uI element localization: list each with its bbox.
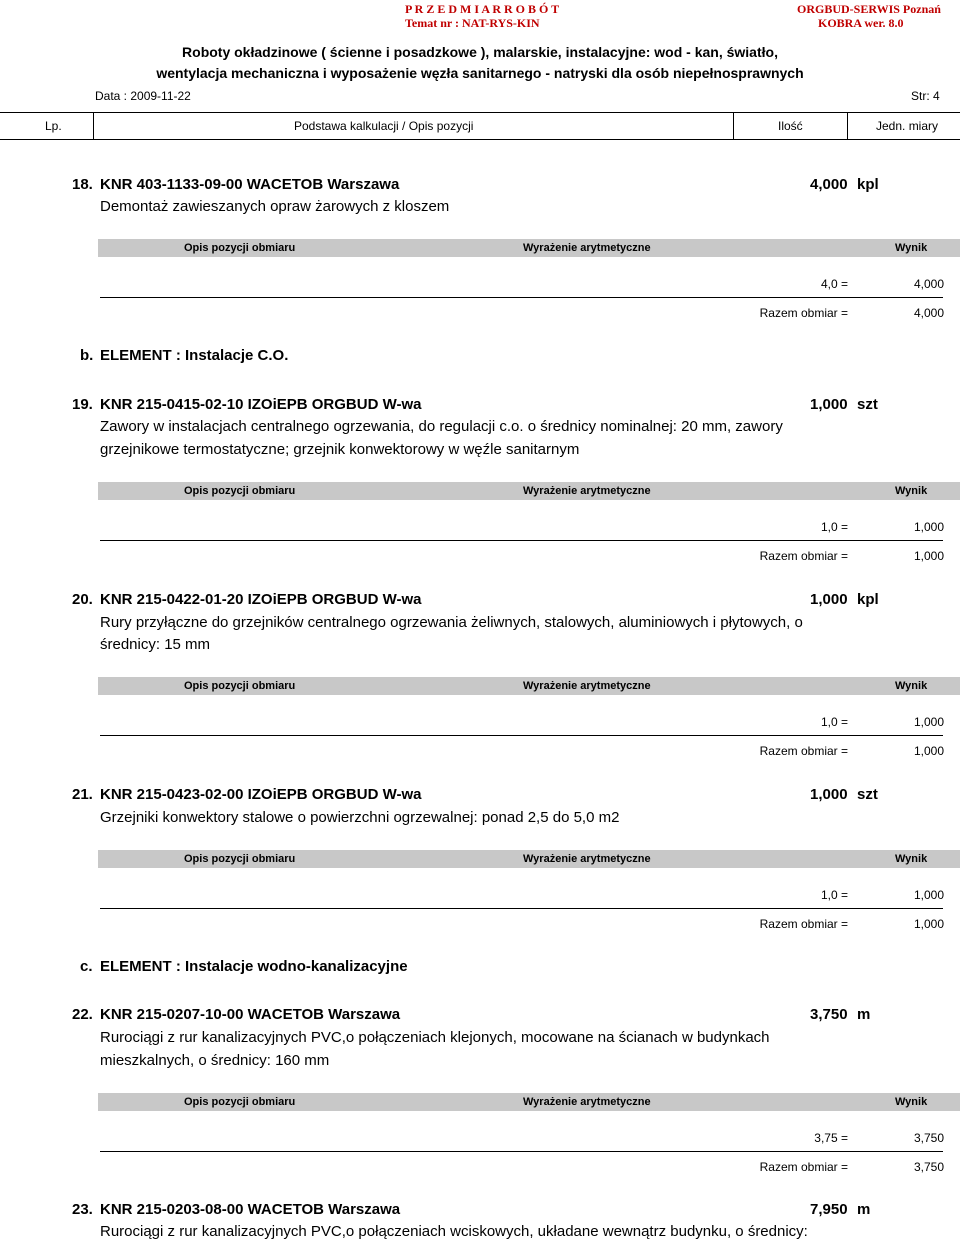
- measure-header: [98, 239, 960, 257]
- measure-result: 1,000: [913, 888, 944, 902]
- measure-desc-label: Opis pozycji obmiaru: [184, 680, 296, 692]
- position-lp: 19.: [72, 396, 93, 413]
- position-basis: KNR 215-0415-02-10 IZOiEPB ORGBUD W-wa: [100, 396, 422, 413]
- divider: [100, 297, 943, 298]
- software-name: ORGBUD-SERWIS Poznań: [797, 2, 941, 16]
- position-basis: KNR 215-0203-08-00 WACETOB Warszawa: [100, 1201, 401, 1218]
- position-lp: 23.: [72, 1201, 93, 1218]
- measure-header: [98, 482, 960, 500]
- column-lp: Lp.: [45, 119, 62, 133]
- column-qty: Ilość: [778, 119, 803, 133]
- measure-desc-label: Opis pozycji obmiaru: [184, 853, 296, 865]
- measure-result-label: Wynik: [895, 680, 928, 692]
- total-value: 3,750: [913, 1160, 944, 1174]
- position-qty: 7,950: [810, 1201, 848, 1218]
- total-value: 1,000: [913, 917, 944, 931]
- position-basis: KNR 215-0423-02-00 IZOiEPB ORGBUD W-wa: [100, 786, 422, 803]
- position-unit: szt: [857, 786, 878, 803]
- position-lp: 21.: [72, 786, 93, 803]
- column-header: [0, 112, 960, 140]
- measure-expression: 1,0 =: [820, 888, 848, 902]
- page-number: Str: 4: [911, 89, 940, 103]
- total-value: 1,000: [913, 549, 944, 563]
- measure-expression: 1,0 =: [820, 715, 848, 729]
- measure-result-label: Wynik: [895, 242, 928, 254]
- measure-expr-label: Wyrażenie arytmetyczne: [523, 1096, 651, 1108]
- position-description: Demontaż zawieszanych opraw żarowych z kloszem: [100, 198, 450, 215]
- position-unit: m: [857, 1201, 871, 1218]
- document-title-line1: Roboty okładzinowe ( ścienne i posadzkowe ), malarskie, instalacyjne: wod - kan, światło,: [182, 44, 778, 60]
- position-qty: 1,000: [810, 591, 848, 608]
- measure-expr-label: Wyrażenie arytmetyczne: [523, 680, 651, 692]
- position-description-cont: mieszkalnych, o średnicy: 160 mm: [100, 1052, 330, 1069]
- total-label: Razem obmiar =: [759, 306, 848, 320]
- total-label: Razem obmiar =: [759, 1160, 848, 1174]
- measure-desc-label: Opis pozycji obmiaru: [184, 1096, 296, 1108]
- total-value: 1,000: [913, 744, 944, 758]
- measure-header: [98, 677, 960, 695]
- measure-result-label: Wynik: [895, 853, 928, 865]
- position-lp: 20.: [72, 591, 93, 608]
- position-qty: 1,000: [810, 396, 848, 413]
- measure-expr-label: Wyrażenie arytmetyczne: [523, 242, 651, 254]
- element-label: ELEMENT : Instalacje C.O.: [100, 347, 289, 364]
- position-basis: KNR 215-0422-01-20 IZOiEPB ORGBUD W-wa: [100, 591, 422, 608]
- measure-result-label: Wynik: [895, 1096, 928, 1108]
- element-label: ELEMENT : Instalacje wodno-kanalizacyjne: [100, 958, 408, 975]
- measure-header: [98, 1093, 960, 1111]
- software-version: KOBRA wer. 8.0: [818, 16, 904, 30]
- column-unit: Jedn. miary: [876, 119, 939, 133]
- divider: [100, 908, 943, 909]
- total-label: Razem obmiar =: [759, 744, 848, 758]
- position-description: Rurociągi z rur kanalizacyjnych PVC,o połączeniach wciskowych, układane wewnątrz budynku, o średnicy:: [100, 1223, 808, 1240]
- position-description: Zawory w instalacjach centralnego ogrzewania, do regulacji c.o. o średnicy nominalnej: 20 mm, zawory: [100, 418, 783, 435]
- topic-number: Temat nr : NAT-RYS-KIN: [405, 16, 540, 30]
- measure-result: 3,750: [913, 1131, 944, 1145]
- position-lp: 18.: [72, 176, 93, 193]
- position-unit: szt: [857, 396, 878, 413]
- position-unit: kpl: [857, 591, 879, 608]
- measure-desc-label: Opis pozycji obmiaru: [184, 242, 296, 254]
- position-description-cont: grzejnikowe termostatyczne; grzejnik konwektorowy w węźle sanitarnym: [100, 441, 580, 458]
- position-description: Rurociągi z rur kanalizacyjnych PVC,o połączeniach klejonych, mocowane na ścianach w budynkach: [100, 1029, 770, 1046]
- total-value: 4,000: [913, 306, 944, 320]
- position-unit: kpl: [857, 176, 879, 193]
- column-basis: Podstawa kalkulacji / Opis pozycji: [294, 119, 474, 133]
- position-basis: KNR 215-0207-10-00 WACETOB Warszawa: [100, 1006, 401, 1023]
- total-label: Razem obmiar =: [759, 917, 848, 931]
- position-unit: m: [857, 1006, 871, 1023]
- document-title-line2: wentylacja mechaniczna i wyposażenie węzła sanitarnego - natryski dla osób niepełnosprawnych: [156, 65, 804, 81]
- position-basis: KNR 403-1133-09-00 WACETOB Warszawa: [100, 176, 400, 193]
- measure-result: 1,000: [913, 520, 944, 534]
- position-description: Grzejniki konwektory stalowe o powierzchni ogrzewalnej: ponad 2,5 do 5,0 m2: [100, 809, 620, 826]
- position-qty: 3,750: [810, 1006, 848, 1023]
- position-description: Rury przyłączne do grzejników centralnego ogrzewania żeliwnych, stalowych, aluminiowych i płytowych, o: [100, 614, 803, 631]
- measure-expression: 4,0 =: [820, 277, 848, 291]
- measure-result: 4,000: [913, 277, 944, 291]
- divider: [100, 735, 943, 736]
- document-date: Data : 2009-11-22: [95, 89, 191, 103]
- measure-expression: 1,0 =: [820, 520, 848, 534]
- document-type: P R Z E D M I A R R O B Ó T: [405, 2, 560, 16]
- divider: [100, 1151, 943, 1152]
- measure-desc-label: Opis pozycji obmiaru: [184, 485, 296, 497]
- position-qty: 4,000: [810, 176, 848, 193]
- divider: [100, 540, 943, 541]
- total-label: Razem obmiar =: [759, 549, 848, 563]
- measure-expr-label: Wyrażenie arytmetyczne: [523, 485, 651, 497]
- measure-result-label: Wynik: [895, 485, 928, 497]
- element-lp: b.: [80, 347, 94, 364]
- measure-result: 1,000: [913, 715, 944, 729]
- position-qty: 1,000: [810, 786, 848, 803]
- position-description-cont: średnicy: 15 mm: [100, 636, 211, 653]
- measure-expression: 3,75 =: [814, 1131, 848, 1145]
- measure-header: [98, 850, 960, 868]
- position-lp: 22.: [72, 1006, 93, 1023]
- element-lp: c.: [80, 958, 93, 975]
- measure-expr-label: Wyrażenie arytmetyczne: [523, 853, 651, 865]
